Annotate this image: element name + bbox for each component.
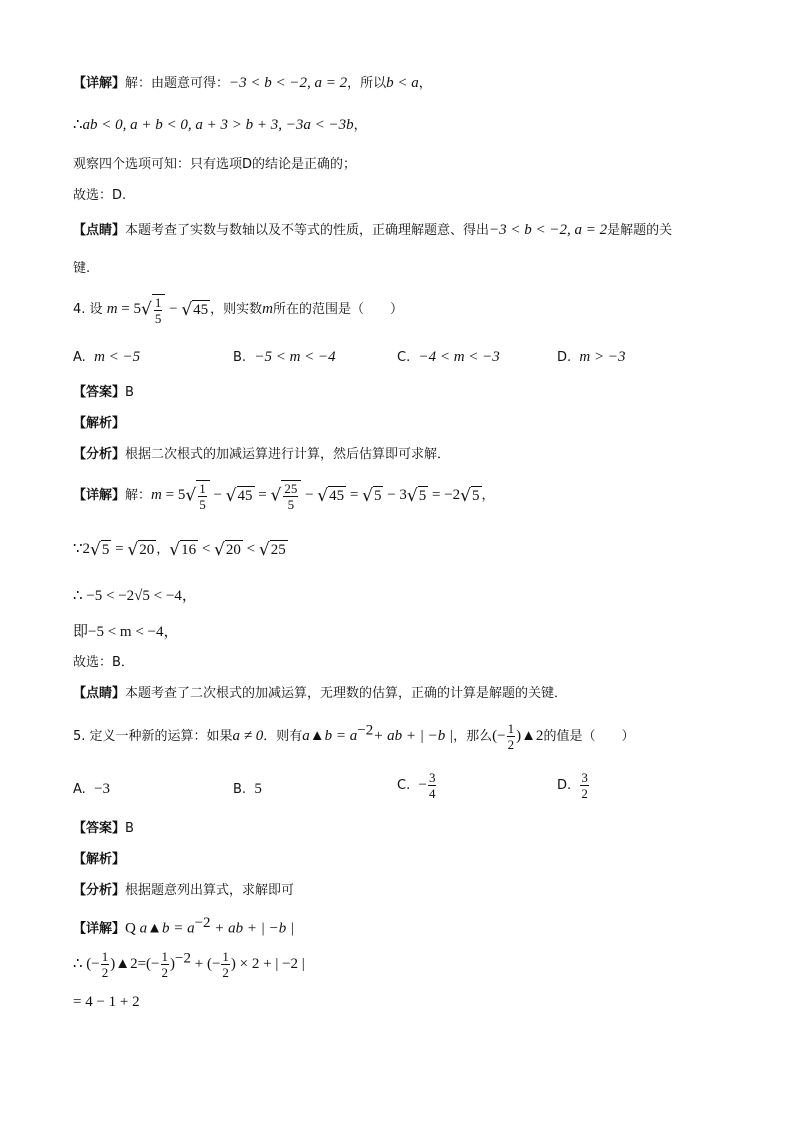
comment-math: −3 < b < −2, a = 2: [489, 222, 608, 238]
q5-option-d: D. $\frac{3}{2}$: [557, 770, 588, 801]
q5-detail-line: 【详解】Q a▲b = $a^{-2}$ + ab + | −b |: [73, 915, 295, 937]
q3-therefore-line: [73, 114, 367, 134]
q5-stem: 5. 定义一种新的运算：如果a ≠ 0．则有a▲b = $a^{-2}+$ ab + | −b |，那么(− $\frac{1}{2}$ )▲2的值是（ ）: [73, 721, 635, 752]
q4-stem: 4. 设 m = 5√ $\frac{1}{5}$ − √45 ，则实数m所在的范围是（ ）: [73, 295, 404, 326]
q4-analyze-line: 【分析】根据二次根式的加减运算进行计算，然后估算即可求解．: [73, 447, 451, 462]
q4-therefore-line: ∴ −5 < −2√5 < −4，: [73, 588, 197, 604]
q3-comment-line-2: 键.: [73, 261, 91, 276]
q4-that-is-line: 即−5 < m < −4，: [73, 624, 179, 640]
therefore-end: ，: [353, 118, 367, 133]
q4-stem-mid: ，则实数: [210, 302, 263, 317]
q3-choose-line: 故选：D.: [73, 188, 127, 203]
detail-end: ，: [418, 76, 432, 91]
q4-because-line: ∵2√5 = √20 ，√16 < √20 < √25: [73, 539, 286, 560]
sqrt-one-fifth: √ $\frac{1}{5}$: [141, 294, 165, 325]
therefore-math: ab < 0, a + b < 0, a + 3 > b + 3, −3a < −3b: [82, 117, 354, 133]
q4-detail-line: 【详解】解：m = 5√ $\frac{1}{5}$ − √45 = √ $\frac{25}{5}$ − √45 = √5 − 3√5 = −2√5 ，: [73, 481, 495, 512]
detail-conclusion: b < a: [386, 75, 419, 91]
q5-analyze-line: 【分析】根据题意列出算式，求解即可: [73, 883, 295, 898]
q4-answer: B: [125, 385, 134, 400]
q5-answer-line: 【答案】B: [73, 821, 134, 836]
q3-comment-line: [73, 219, 672, 239]
q4-option-c: C. −4 < m < −3: [397, 349, 500, 365]
q4-m-def: m: [106, 301, 118, 317]
q3-detail-line: [73, 72, 432, 92]
q4-number: 4. 设: [73, 302, 103, 317]
q4-analysis-tag: 【解析】: [73, 416, 126, 431]
q4-stem-var: m: [262, 301, 274, 317]
detail-intro: 解：由题意可得：: [125, 76, 230, 91]
q5-analysis-tag: 【解析】: [73, 852, 126, 867]
q4-option-a: A. m < −5: [73, 349, 141, 365]
q5-option-a: A. −3: [73, 781, 111, 797]
q4-comment-line: 【点睛】本题考查了二次根式的加减运算，无理数的估算，正确的计算是解题的关键．: [73, 686, 568, 701]
q5-calc-line: ∴ (− $\frac{1}{2}$ )▲2=(− $\frac{1}{2}$ )$^{-2}$ + (− $\frac{1}{2}$ ) × 2 + | −2 |: [73, 949, 305, 980]
comment-text: 本题考查了实数与数轴以及不等式的性质，正确理解题意、得出: [125, 223, 490, 238]
detail-math: −3 < b < −2, a = 2: [229, 75, 348, 91]
q4-option-b: B. −5 < m < −4: [233, 349, 336, 365]
q3-observe-line: 观察四个选项可知：只有选项D的结论是正确的；: [73, 157, 357, 172]
q5-last-line: = 4 − 1 + 2: [73, 994, 140, 1010]
q4-answer-line: 【答案】B: [73, 385, 134, 400]
q5-answer: B: [125, 821, 134, 836]
q4-option-d: D. m > −3: [557, 349, 626, 365]
sqrt-45: √45: [181, 299, 209, 320]
detail-tag: 【详解】: [73, 76, 126, 91]
therefore-symbol: ∴: [73, 117, 83, 133]
detail-sep: ，所以: [347, 76, 387, 91]
q5-option-c: C. − $\frac{3}{4}$: [397, 770, 436, 801]
q5-option-b: B. 5: [233, 781, 262, 797]
q4-choose-line: 故选：B．: [73, 655, 134, 670]
comment-text-end: 是解题的关: [607, 223, 673, 238]
q4-stem-end: 所在的范围是（ ）: [273, 302, 404, 317]
comment-tag: 【点睛】: [73, 223, 126, 238]
